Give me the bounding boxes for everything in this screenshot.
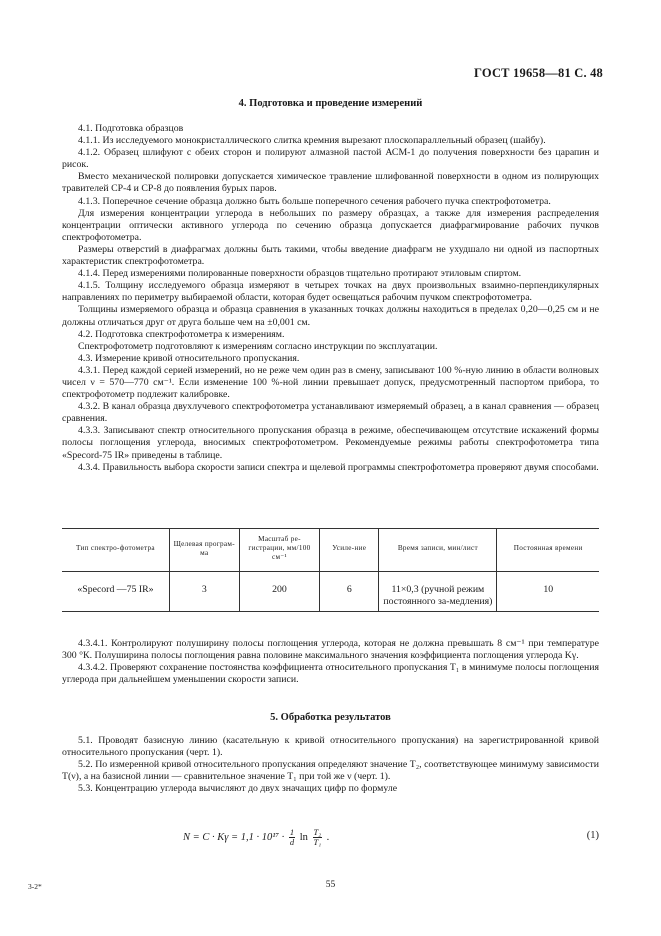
table-row [62, 572, 599, 612]
formula-end: . [326, 831, 330, 843]
fraction-denominator: T₁ [313, 837, 322, 847]
paragraph: 4.2. Подготовка спектрофотометра к измерениям. [78, 328, 285, 340]
table-header-cell: Тип спектро-фотометра [62, 529, 169, 572]
paragraph: 4.3.4.1. Контролируют полуширину полосы поглощения углерода, которая не должна превышать 8 см⁻¹ при температуре 300 °К. Полуширина полосы поглощения равна половине максимального значения коэффициента поглощения углерода Kγ. [62, 638, 599, 662]
table-cell: 200 [239, 572, 320, 612]
section-4-body [62, 123, 599, 474]
paragraph: 4.3.4. Правильность выбора скорости записи спектра и щелевой программы спектрофотометра проверяют двумя способами. [78, 461, 599, 473]
paragraph: Спектрофотометр подготовляют к измерениям согласно инструкции по эксплуатации. [78, 340, 438, 352]
paragraph: 4.3.3. Записывают спектр относительного пропускания образца в режиме, обеспечивающем отсутствие искажений формы полосы поглощения углерода, вносимых спектрофотометром. Рекомендуемые режимы работы спектрофотометра типа «Specord-75 IR» приведены в таблице. [62, 425, 599, 461]
formula-fraction-1 [289, 828, 295, 847]
paragraph: 4.1.3. Поперечное сечение образца должно быть больше поперечного сечения рабочего пучка спектрофотометра. [78, 195, 551, 207]
table-cell: 3 [169, 572, 239, 612]
formula-expression [183, 828, 329, 847]
paragraph: Размеры отверстий в диафрагмах должны быть такими, чтобы введение диафрагм не ухудшало ни одной из паспортных характеристик спектрофотометра. [62, 243, 599, 268]
paragraph: 4.1. Подготовка образцов [78, 123, 184, 134]
table-header-row [62, 529, 599, 572]
formula-1 [0, 820, 661, 860]
footer-signature: 3-2* [28, 882, 42, 891]
table-cell: 10 [497, 572, 599, 612]
paragraph: 4.1.2. Образец шлифуют с обеих сторон и полируют алмазной пастой АСМ-1 до получения поверхности без царапин и рисок. [62, 147, 599, 171]
section-5-body [62, 735, 599, 795]
table-header-cell: Постоянная времени [497, 529, 599, 572]
formula-ln: ln [299, 831, 308, 843]
table-cell: 6 [320, 572, 379, 612]
fraction-numerator: T₂ [313, 827, 322, 837]
section-4-continuation [62, 638, 599, 686]
table-header-cell: Щелевая програм-ма [169, 529, 239, 572]
paragraph: 4.1.1. Из исследуемого монокристаллического слитка кремния вырезают плоскопараллельный образец (шайбу). [78, 135, 546, 147]
table-header-cell: Усиле-ние [320, 529, 379, 572]
paragraph: Толщины измеряемого образца и образца сравнения в указанных точках должны находиться в пределах 0,20—0,25 см и не должны отличаться друг от друга больше чем на ±0,001 см. [62, 304, 599, 328]
page-number: 55 [325, 880, 336, 890]
paragraph: 4.3.1. Перед каждой серией измерений, но не реже чем один раз в смену, записывают 100 %-ную линию в области волновых чисел ν = 570—770 см⁻¹. Если изменение 100 %-ной линии превышает допуск, предусмотренный паспортом прибора, то спектрофотометр подлежит калибровке. [62, 364, 599, 401]
paragraph: Вместо механической полировки допускается химическое травление шлифованной поверхности в одном из полирующих травителей СР-4 и СР-8 до появления бурых паров. [62, 171, 599, 195]
paragraph: Для измерения концентрации углерода в небольших по размеру образцах, а также для измерения распределения концентрации оптически активного углерода по сечению образца допускается диафрагмирование рабочих пучков спектрофотометра. [62, 207, 599, 243]
paragraph: 4.3.4.2. Проверяют сохранение постоянства коэффициента относительного пропускания T₁ в минимуме полосы поглощения углерода при дальнейшем уменьшении скорости записи. [62, 662, 599, 686]
formula-number: (1) [586, 830, 599, 841]
section-5-title: 5. Обработка результатов [270, 712, 391, 723]
paragraph: 4.3.2. В канал образца двухлучевого спектрофотометра устанавливают измеряемый образец, а в канал сравнения — образец сравнения. [62, 401, 599, 425]
table-cell: «Specord —75 IR» [62, 572, 169, 612]
paragraph: 4.3. Измерение кривой относительного пропускания. [78, 352, 300, 364]
formula-fraction-2 [313, 828, 323, 847]
page-header: ГОСТ 19658—81 С. 48 [474, 66, 603, 80]
paragraph: 4.1.4. Перед измерениями полированные поверхности образцов тщательно протирают этиловым спиртом. [78, 268, 522, 280]
paragraph: 5.2. По измеренной кривой относительного пропускания определяют значение T₂, соответствующее минимуму зависимости T(ν), а на базисной линии — сравнительное значение T₁ при той же ν (черт. 1). [62, 759, 599, 783]
fraction-numerator: 1 [289, 827, 295, 837]
paragraph: 4.1.5. Толщину исследуемого образца измеряют в четырех точках на двух произвольных взаимно-перпендикулярных направлениях по периметру выбираемой области, которая будет освещаться рабочим пучком спектрофотометра. [62, 280, 599, 304]
table-cell: 11×0,3 (ручной режим постоянного за-медления) [379, 572, 497, 612]
fraction-denominator: d [289, 837, 295, 847]
recommended-modes-table [62, 528, 599, 612]
paragraph: 5.3. Концентрацию углерода вычисляют до двух значащих цифр по формуле [78, 783, 398, 795]
paragraph: 5.1. Проводят базисную линию (касательную к кривой относительного пропускания) на зарегистрированной кривой относительного пропускания (черт. 1). [62, 735, 599, 759]
section-4-title: 4. Подготовка и проведение измерений [238, 98, 423, 109]
table-header-cell: Масштаб ре-гистрации, мм/100 см⁻¹ [239, 529, 320, 572]
formula-lhs: N = C · Kγ = 1,1 · 10¹⁷ · [183, 831, 285, 843]
table-header-cell: Время записи, мин/лист [379, 529, 497, 572]
